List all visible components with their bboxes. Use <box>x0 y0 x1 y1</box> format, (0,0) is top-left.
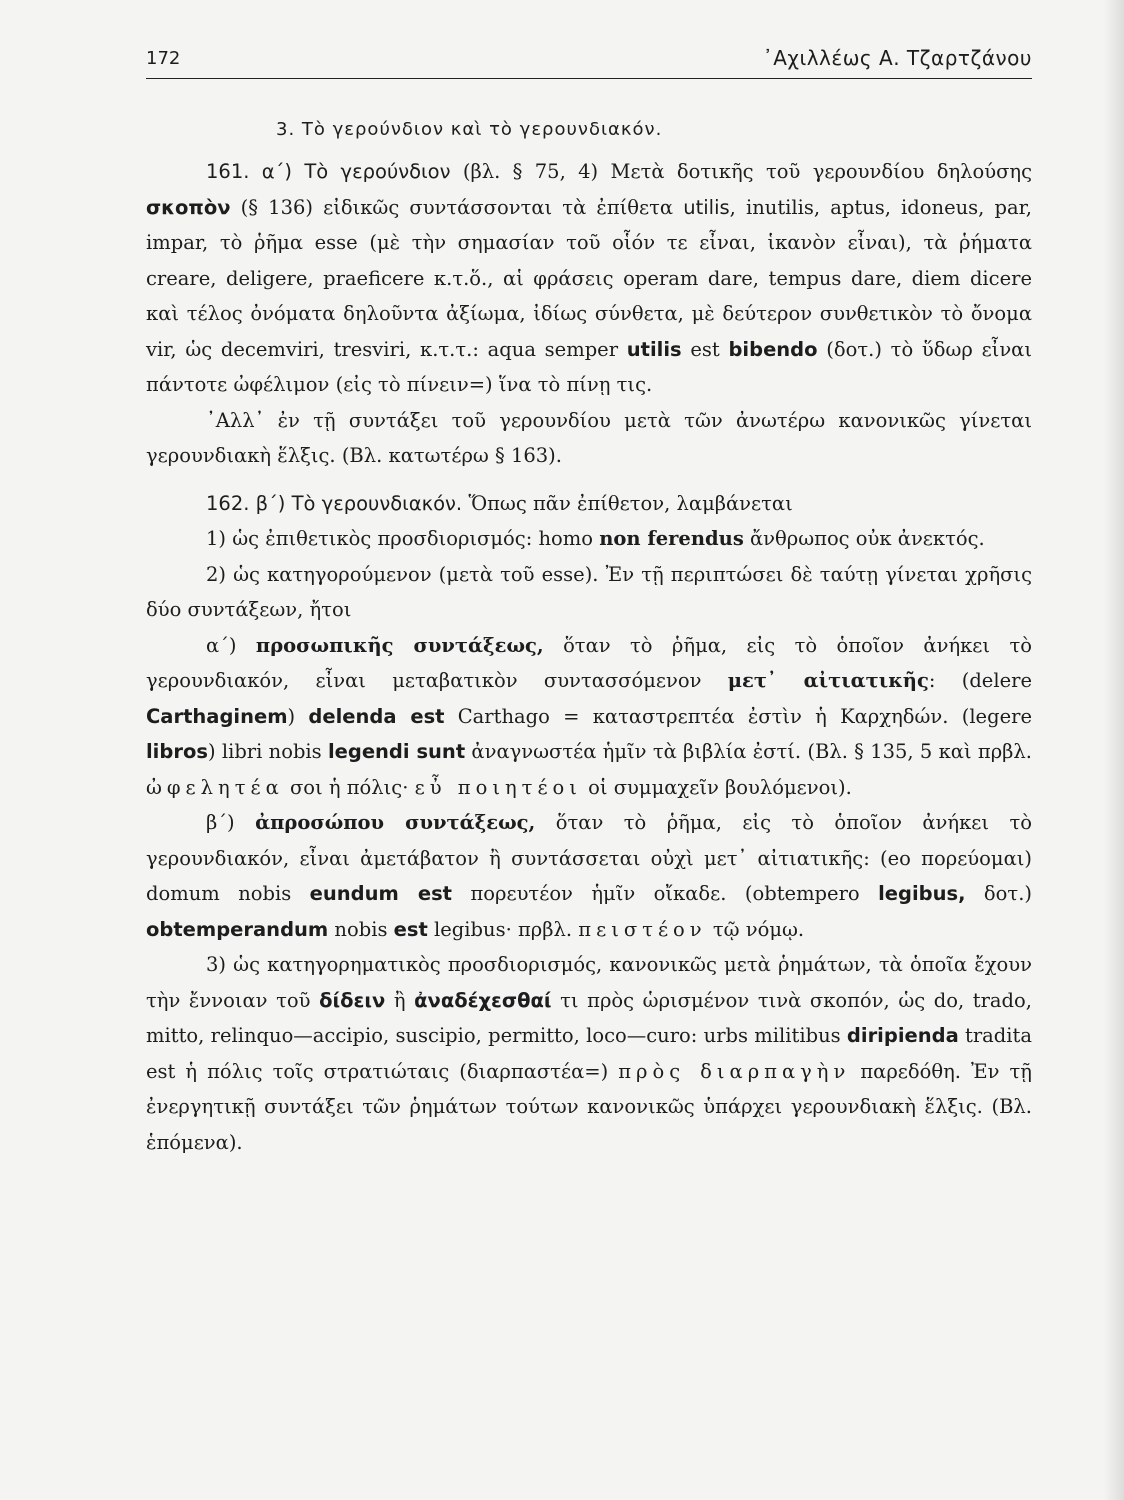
running-head <box>146 38 1032 79</box>
book-page <box>146 38 1032 1160</box>
running-title: ᾿Αχιλλέως Α. Τζαρτζάνου <box>762 46 1032 70</box>
paragraph-attraction-note: ᾿Αλλ᾿ ἐν τῇ συντάξει τοῦ γερουνδίου μετὰ τῶν ἀνωτέρω κανονικῶς γίνεται γερουνδιακὴ ἕλξις. (Βλ. κατωτέρω § 163). <box>146 408 1032 467</box>
page-edge-shadow <box>1104 0 1124 1500</box>
list-item-3: 3) ὡς κατηγορηματικὸς προσδιορισμός, κανονικῶς μετὰ ῥημάτων, τὰ ὁποῖα ἔχουν τὴν ἔννοιαν τοῦ δίδειν ἢ ἀναδέχεσθαί τι πρὸς ὡρισμένον τινὰ σκοπόν, ὡς do, trado, mitto, relinquo—accipio, suscipio, permitto, loco—curo: urbs militibus diripienda tradita est ἡ πόλις τοῖς στρατιώταις (διαρπαστέα=) πρὸς διαρπαγὴν παρεδόθη. Ἐν τῇ ἐνεργητικῇ συντάξει τῶν ῥημάτων τούτων κανονικῶς ὑπάρχει γερουνδιακὴ ἕλξις. (Βλ. ἑπόμενα). <box>146 953 1032 1154</box>
list-item-2b: β΄) ἀπροσώπου συντάξεως, ὅταν τὸ ῥῆμα, εἰς τὸ ὁποῖον ἀνήκει τὸ γερουνδιακόν, εἶναι ἀμετάβατον ἢ συντάσσεται οὐχὶ μετ᾿ αἰτιατικῆς: (eo πορεύομαι) domum nobis eundum est πορευτέον ἡμῖν οἴκαδε. (obtempero legibus, δοτ.) obtemperandum nobis est legibus· πρβλ. πειστέον τῷ νόμῳ. <box>146 811 1033 941</box>
list-item-2a: α΄) προσωπικῆς συντάξεως, ὅταν τὸ ῥῆμα, εἰς τὸ ὁποῖον ἀνήκει τὸ γερουνδιακόν, εἶναι μεταβατικὸν συντασσόμενον μετ᾿ αἰτιατικῆς: (delere Carthaginem) delenda est Carthago = καταστρεπτέα ἐστὶν ἡ Καρχηδών. (legere libros) libri nobis legendi sunt ἀναγνωστέα ἡμῖν τὰ βιβλία ἐστί. (Βλ. § 135, 5 καὶ πρβλ. ὠφελητέα σοι ἡ πόλις· εὖ ποιητέοι οἱ συμμαχεῖν βουλόμενοι). <box>146 633 1032 799</box>
paragraph-number-162: 162. β΄) Τὸ γερουνδιακόν. <box>206 491 463 515</box>
paragraph-162: 162. β΄) Τὸ γερουνδιακόν. Ὅπως πᾶν ἐπίθετον, λαμβάνεται <box>206 491 793 515</box>
section-heading: 3. Τὸ γερούνδιον καὶ τὸ γερουνδιακόν. <box>276 119 663 140</box>
paragraph-161: 161. α΄) Τὸ γερούνδιον (βλ. § 75, 4) Μετὰ δοτικῆς τοῦ γερουνδίου δηλούσης σκοπὸν (§ 136) εἰδικῶς συντάσσονται τὰ ἐπίθετα utilis, inutilis, aptus, idoneus, par, impar, τὸ ῥῆμα esse (μὲ τὴν σημασίαν τοῦ οἷόν τε εἶναι, ἱκανὸν εἶναι), τὰ ῥήματα creare, deligere, praeficere κ.τ.ὅ., αἱ φράσεις operam dare, tempus dare, diem dicere καὶ τέλος ὀνόματα δηλοῦντα ἀξίωμα, ἰδίως σύνθετα, μὲ δεύτερον συνθετικὸν τὸ ὄνομα vir, ὡς decemviri, tresviri, κ.τ.τ.: aqua semper utilis est bibendo (δοτ.) τὸ ὕδωρ εἶναι πάντοτε ὠφέλιμον (εἰς τὸ πίνειν=) ἵνα τὸ πίνῃ τις. <box>146 160 1033 396</box>
paragraph-number-161: 161. α΄) Τὸ γερούνδιον <box>206 160 451 183</box>
page-number: 172 <box>146 48 181 69</box>
list-item-1: 1) ὡς ἐπιθετικὸς προσδιορισμός: homo non ferendus ἄνθρωπος οὐκ ἀνεκτός. <box>206 527 985 550</box>
list-item-2: 2) ὡς κατηγορούμενον (μετὰ τοῦ esse). Ἐν τῇ περιπτώσει δὲ ταύτῃ γίνεται χρῆσις δύο συντάξεων, ἤτοι <box>146 562 1032 621</box>
